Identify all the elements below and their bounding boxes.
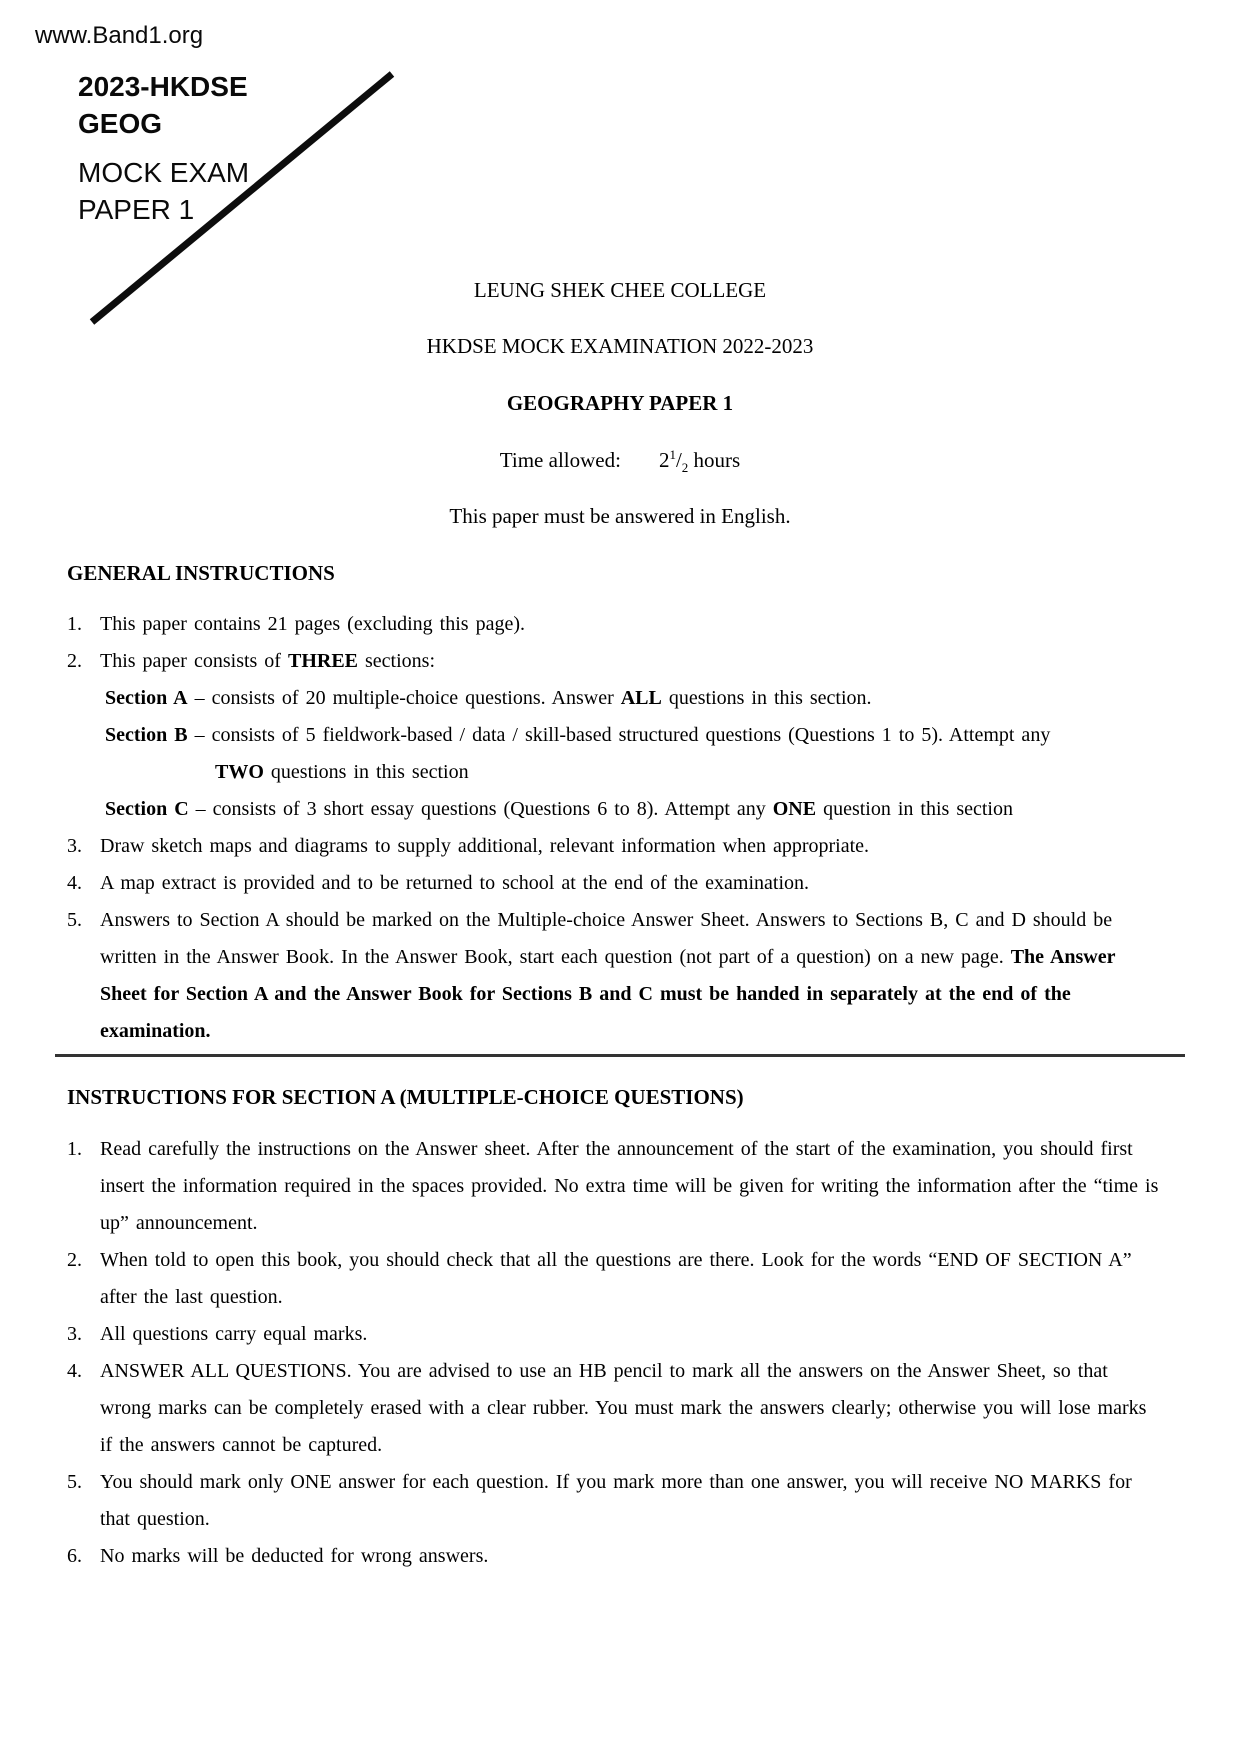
general-item-5: 5. Answers to Section A should be marked on the Multiple-choice Answer Sheet. Answers to Sections B, C and D should be written in the Answer Book. In the Answer Book, start each question (not part of a question) on a new page. The Answer Sheet for Section A and the Answer Book for Sections B and C must be handed in separately at the end of the examination.: [0, 902, 1240, 1050]
bold-word: ALL: [620, 687, 662, 709]
item-text: A map extract is provided and to be returned to school at the end of the examination.: [100, 872, 810, 894]
corner-year-subject-line1: 2023-HKDSE: [78, 71, 248, 102]
bold-word: THREE: [287, 650, 359, 672]
item-number: 2.: [67, 1249, 82, 1271]
item-number: 5.: [67, 1471, 82, 1493]
college-name: LEUNG SHEK CHEE COLLEGE: [473, 278, 767, 302]
time-allowed-line: [0, 447, 1240, 476]
exam-title: HKDSE MOCK EXAMINATION 2022-2023: [426, 334, 814, 358]
section-b-description-line2: TWO questions in this section: [215, 761, 469, 783]
general-instructions-title: GENERAL INSTRUCTIONS: [67, 561, 335, 585]
item-number: 4.: [67, 1360, 82, 1382]
item-number: 1.: [67, 1138, 82, 1160]
bold-word: TWO: [215, 761, 264, 783]
item-number: 3.: [67, 835, 82, 857]
horizontal-divider: [55, 1054, 1185, 1057]
diagonal-strike-line: [84, 60, 404, 332]
corner-paper-line: PAPER 1: [78, 194, 195, 225]
item-text: Read carefully the instructions on the Answer sheet. After the announcement of the start of the examination, you should first insert the information required in the spaces provided. No extra time will be given for writing the information after the “time is up” announcement.: [100, 1138, 1159, 1234]
section-c-label: Section C: [105, 798, 189, 820]
item-text: You should mark only ONE answer for each question. If you mark more than one answer, you will receive NO MARKS for that question.: [100, 1471, 1132, 1530]
item-number: 2.: [67, 650, 82, 672]
bold-handin-note: The Answer Sheet for Section A and the Answer Book for Sections B and C must be handed in separately at the end of the examination.: [100, 946, 1116, 1042]
item-number: 4.: [67, 872, 82, 894]
website-watermark: www.Band1.org: [35, 22, 204, 49]
section-a-label: Section A: [105, 687, 188, 709]
mc-item-2: [0, 1242, 1240, 1316]
time-allowed-value: $2^1/_2$ hours: [658, 447, 741, 476]
mc-item-6: [0, 1538, 1240, 1575]
section-c-description: Section C – consists of 3 short essay questions (Questions 6 to 8). Attempt any ONE question in this section: [105, 798, 1013, 820]
mc-item-1: [0, 1131, 1240, 1242]
general-item-2: 2. This paper consists of THREE sections:: [0, 643, 1240, 680]
paper-title: GEOGRAPHY PAPER 1: [506, 391, 734, 415]
item-number: 6.: [67, 1545, 82, 1567]
item-text: Draw sketch maps and diagrams to supply additional, relevant information when appropriate.: [100, 835, 870, 857]
mc-item-5: [0, 1464, 1240, 1538]
language-note: This paper must be answered in English.: [449, 504, 791, 528]
item-text: All questions carry equal marks.: [100, 1323, 368, 1345]
item-text: ANSWER ALL QUESTIONS. You are advised to use an HB pencil to mark all the answers on the Answer Sheet, so that wrong marks can be completely erased with a clear rubber. You must mark the answers clearly; otherwise you will lose marks if the answers cannot be captured.: [100, 1360, 1147, 1456]
general-item-4: [0, 865, 1240, 902]
item-text: No marks will be deducted for wrong answers.: [100, 1545, 489, 1567]
section-a-instructions-title: INSTRUCTIONS FOR SECTION A (MULTIPLE-CHOICE QUESTIONS): [67, 1085, 744, 1109]
general-item-1: [0, 606, 1240, 643]
item-number: 5.: [67, 909, 82, 931]
general-item-3: [0, 828, 1240, 865]
section-a-description: Section A – consists of 20 multiple-choice questions. Answer ALL questions in this section.: [105, 687, 872, 709]
section-b-description-line1: Section B – consists of 5 fieldwork-based / data / skill-based structured questions (Questions 1 to 5). Attempt any: [105, 724, 1051, 746]
corner-year-subject-line2: GEOG: [78, 108, 163, 139]
item-number: 3.: [67, 1323, 82, 1345]
bold-word: ONE: [772, 798, 817, 820]
time-allowed-label: Time allowed:: [499, 448, 621, 472]
mc-item-4: [0, 1353, 1240, 1464]
corner-mock-exam-line: MOCK EXAM: [78, 157, 250, 188]
mc-item-3: [0, 1316, 1240, 1353]
item-number: 1.: [67, 613, 82, 635]
item-text: This paper contains 21 pages (excluding this page).: [100, 613, 525, 635]
item-text: When told to open this book, you should check that all the questions are there. Look for the words “END OF SECTION A” after the last question.: [100, 1249, 1132, 1308]
section-b-label: Section B: [105, 724, 188, 746]
